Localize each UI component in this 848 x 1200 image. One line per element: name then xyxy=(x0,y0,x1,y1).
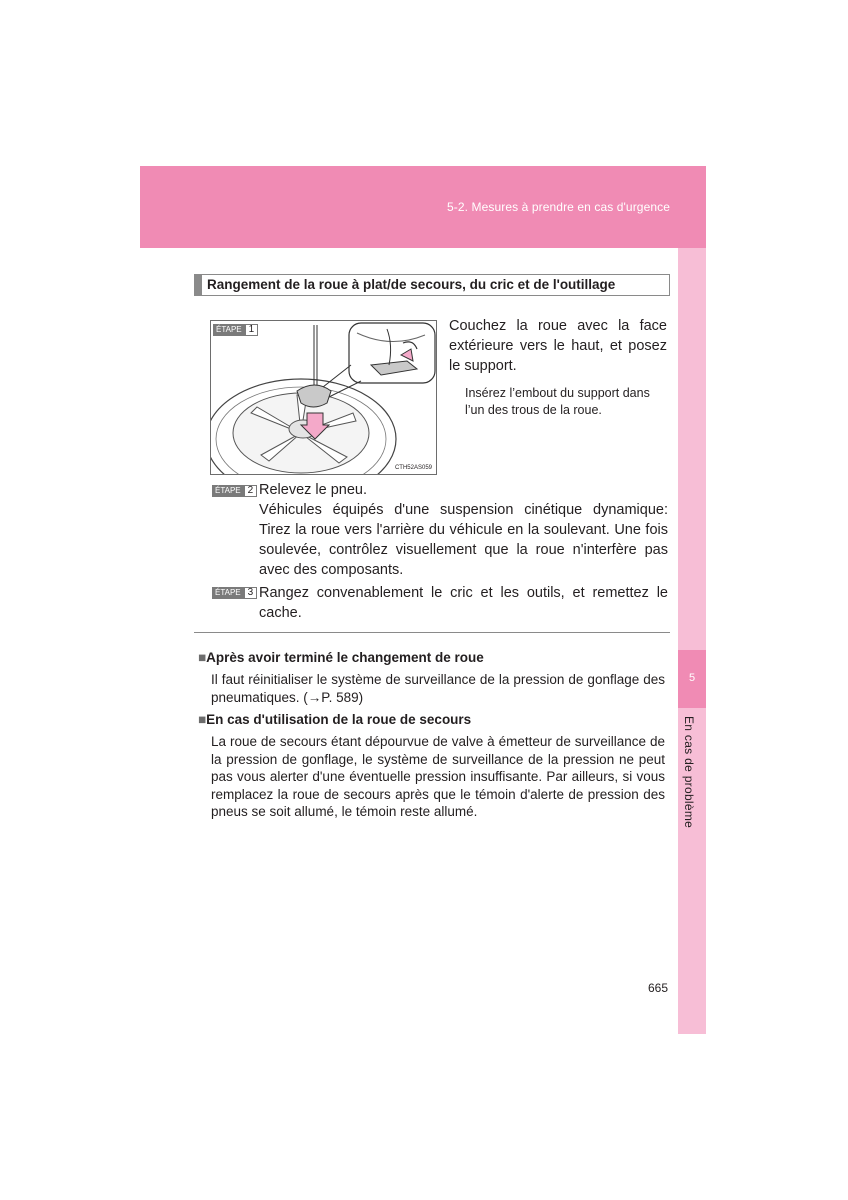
step1-badge xyxy=(213,324,258,336)
info1-body: Il faut réinitialiser le système de surveillance de la pression de gonflage des pneumatiques. (→P. 589) xyxy=(211,672,665,705)
step-badge-word: ÉTAPE xyxy=(212,485,244,497)
step-badge-word: ÉTAPE xyxy=(213,324,245,336)
step-badge-number: 1 xyxy=(245,324,259,336)
figure-code: CTH52AS059 xyxy=(394,465,432,471)
step-badge-number: 2 xyxy=(244,485,258,497)
section-divider xyxy=(194,632,670,633)
step1-text: Couchez la roue avec la face extérieure vers le haut, et posez le support. xyxy=(449,318,667,374)
step2-badge xyxy=(212,485,257,497)
bullet-square-icon: ■ xyxy=(198,712,207,727)
side-tab-number: 5 xyxy=(688,672,696,684)
info2-heading: En cas d'utilisation de la roue de secours xyxy=(206,712,472,727)
step2-text: Relevez le pneu. xyxy=(259,482,368,498)
step1-illustration xyxy=(210,320,437,475)
step3-badge xyxy=(212,587,257,599)
info1-heading-row xyxy=(198,649,484,666)
section-title-box xyxy=(194,274,670,296)
section-title-bar xyxy=(195,275,202,295)
section-title: Rangement de la roue à plat/de secours, du cric et de l'outillage xyxy=(207,277,616,292)
tire-illustration xyxy=(211,321,437,475)
info2-body: La roue de secours étant dépourvue de valve à émetteur de surveillance de la pression de gonflage, le système de surveillance de la pression ne peut pas vous alerter d'une éventuelle pression insuffisante. Par ailleurs, si vous remplacez la roue de secours après que le témoin d'alerte de pression des pneus se soit allumé, le témoin reste allumé. xyxy=(211,734,665,819)
page-number: 665 xyxy=(648,981,669,995)
step-badge-word: ÉTAPE xyxy=(212,587,244,599)
chapter-title: 5-2. Mesures à prendre en cas d'urgence xyxy=(447,200,670,214)
info2-heading-row xyxy=(198,711,471,728)
bullet-square-icon: ■ xyxy=(198,650,207,665)
step-badge-number: 3 xyxy=(244,587,258,599)
side-tab-label: En cas de problème xyxy=(682,716,696,829)
side-tab xyxy=(678,248,706,1034)
step2-detail: Véhicules équipés d'une suspension cinétique dynamique: Tirez la roue vers l'arrière du véhicule en la soulevant. Une fois soulevée, contrôlez visuellement que la roue n'interfère pas avec des composants. xyxy=(259,502,668,578)
step1-note: Insérez l’embout du support dans l’un des trous de la roue. xyxy=(465,386,650,417)
info1-heading: Après avoir terminé le changement de roue xyxy=(206,650,484,665)
step3-text: Rangez convenablement le cric et les outils, et remettez le cache. xyxy=(259,585,668,621)
chapter-header-band xyxy=(140,166,706,248)
